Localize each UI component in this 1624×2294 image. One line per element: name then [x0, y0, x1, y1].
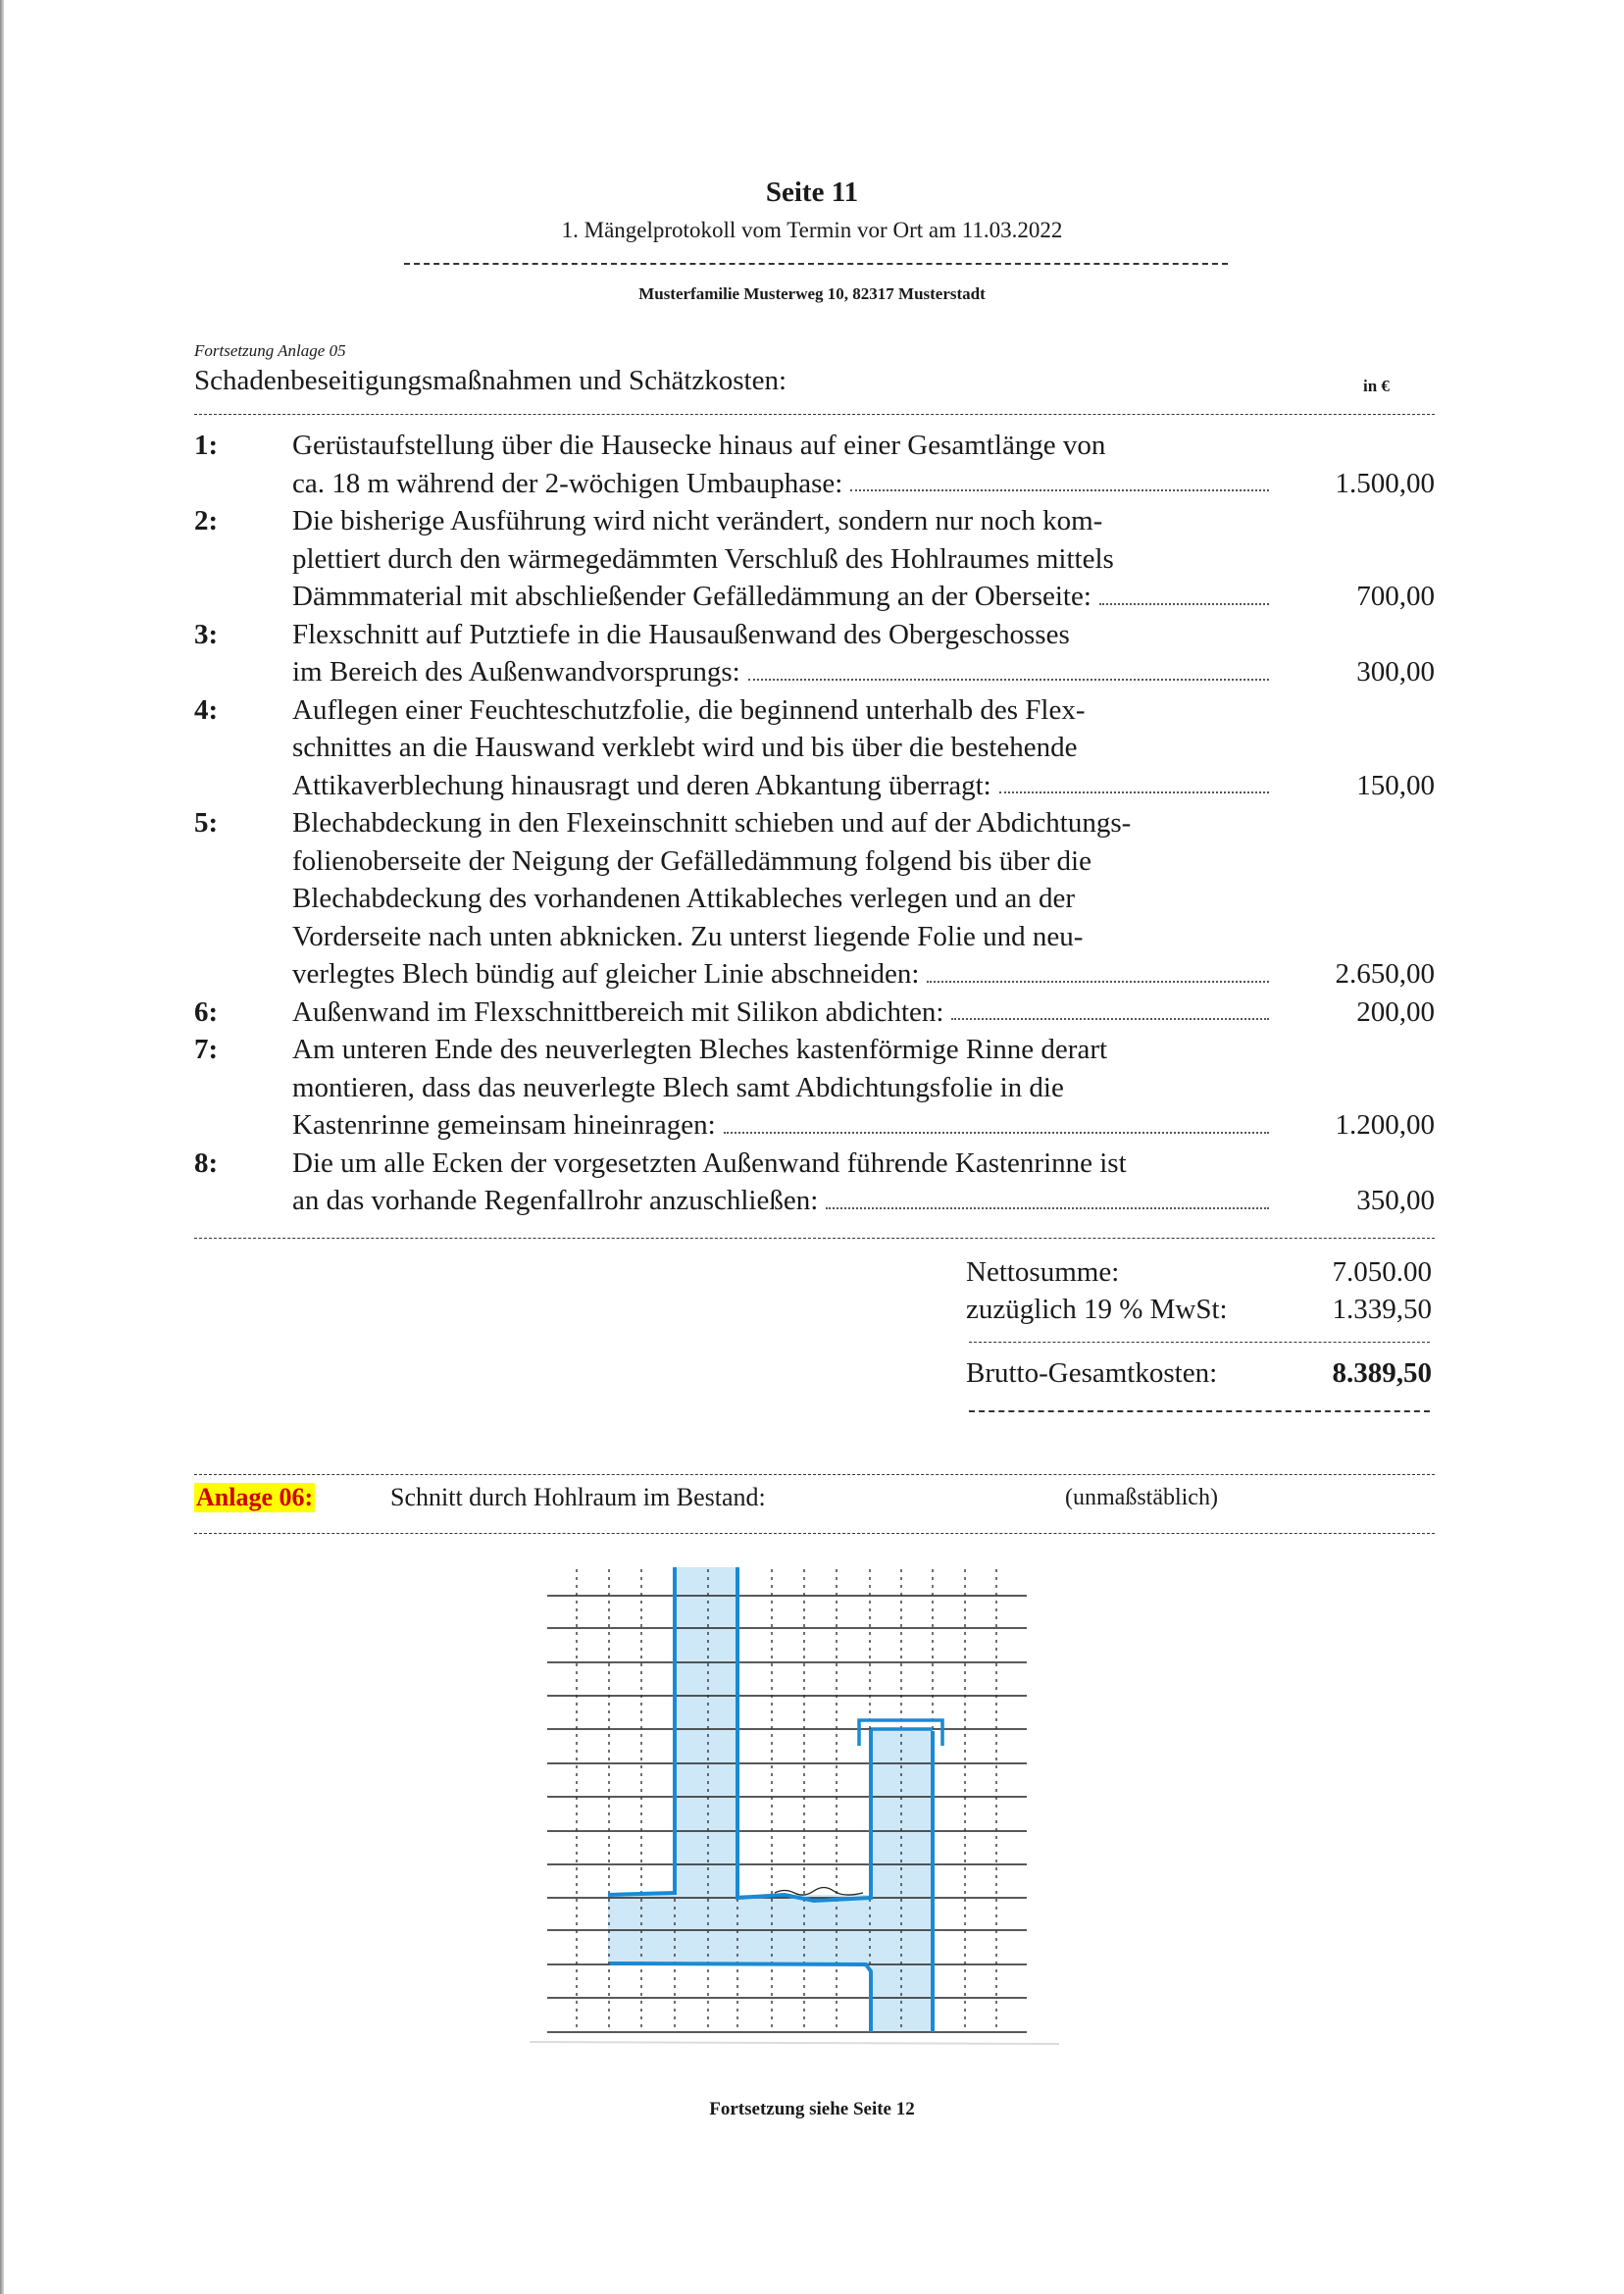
- item-amount-value: 700,00: [1356, 581, 1435, 612]
- item-amount-value: 350,00: [1356, 1185, 1435, 1216]
- item-amount-value: 1.200,00: [1335, 1109, 1435, 1141]
- item-line-text: Auflegen einer Feuchteschutzfolie, die beginnend unterhalb des Flex-: [292, 693, 1086, 726]
- item-line-text: Gerüstaufstellung über die Hausecke hinaus auf einer Gesamtlänge von: [292, 430, 1106, 461]
- item-number: 5:: [194, 807, 219, 839]
- item-line-text: schnittes an die Hauswand verklebt wird und bis über die bestehende: [292, 732, 1078, 763]
- item-number: 8:: [194, 1147, 219, 1179]
- item-line-text: Blechabdeckung des vorhandenen Attikableches verlegen und an der: [292, 883, 1076, 914]
- item-number: 4:: [194, 693, 219, 726]
- item-line-text: ca. 18 m während der 2-wöchigen Umbauphase:: [292, 467, 843, 499]
- item-amount-value: 200,00: [1356, 995, 1435, 1028]
- item-amount-value: 150,00: [1356, 769, 1435, 801]
- item-line-text: Kastenrinne gemeinsam hineinragen:: [292, 1109, 716, 1141]
- item-line-text: im Bereich des Außenwandvorsprungs:: [292, 656, 740, 688]
- item-number: 2:: [194, 505, 219, 536]
- net-sum-value: 7.050.00: [1332, 1256, 1432, 1288]
- item-line-text: folienoberseite der Neigung der Gefälledämmung folgend bis über die: [292, 844, 1091, 877]
- continuation-footer: Fortsetzung siehe Seite 12: [709, 2099, 915, 2119]
- scale-note: (unmaßstäblich): [1065, 1485, 1218, 1510]
- item-line-text: verlegtes Blech bündig auf gleicher Linie abschneiden:: [292, 958, 920, 990]
- vat-value: 1.339,50: [1332, 1294, 1432, 1325]
- item-line-text: Außenwand im Flexschnittbereich mit Silikon abdichten:: [292, 995, 944, 1028]
- item-number: 7:: [194, 1034, 219, 1065]
- item-line-text: Dämmmaterial mit abschließender Gefälledämmung an der Oberseite:: [292, 581, 1091, 612]
- item-line-text: Blechabdeckung in den Flexeinschnitt schieben und auf der Abdichtungs-: [292, 807, 1132, 839]
- item-line-text: Am unteren Ende des neuverlegten Bleches kastenförmige Rinne derart: [292, 1034, 1108, 1065]
- client-address: Musterfamilie Musterweg 10, 82317 Musterstadt: [638, 284, 986, 303]
- continuation-label: Fortsetzung Anlage 05: [194, 341, 346, 360]
- sketch-bottom-edge: [530, 2042, 1059, 2044]
- anlage-tag: Anlage 06:: [196, 1483, 314, 1511]
- item-number: 1:: [194, 430, 219, 461]
- item-line-text: montieren, dass das neuverlegte Blech samt Abdichtungsfolie in die: [292, 1071, 1064, 1103]
- item-line-text: Vorderseite nach unten abknicken. Zu unterst liegende Folie und neu-: [292, 920, 1084, 952]
- net-sum-label: Nettosumme:: [966, 1256, 1120, 1288]
- item-line-text: Die um alle Ecken der vorgesetzten Außenwand führende Kastenrinne ist: [292, 1147, 1127, 1179]
- item-amount-value: 300,00: [1356, 656, 1435, 688]
- item-number: 3:: [194, 618, 219, 650]
- gross-label: Brutto-Gesamtkosten:: [966, 1357, 1218, 1389]
- section-title: Schadenbeseitigungsmaßnahmen und Schätzkosten:: [194, 365, 787, 396]
- vat-label: zuzüglich 19 % MwSt:: [966, 1294, 1228, 1325]
- currency-unit-label: in €: [1363, 377, 1390, 395]
- anlage-title: Schnitt durch Hohlraum im Bestand:: [390, 1483, 766, 1511]
- gross-value: 8.389,50: [1332, 1357, 1432, 1389]
- item-amount-value: 2.650,00: [1335, 958, 1435, 990]
- item-line-text: Flexschnitt auf Putztiefe in die Hausaußenwand des Obergeschosses: [292, 618, 1070, 650]
- item-line-text: Attikaverblechung hinausragt und deren Abkantung überragt:: [292, 769, 991, 801]
- item-line-text: an das vorhande Regenfallrohr anzuschließen:: [292, 1185, 819, 1216]
- item-amount-value: 1.500,00: [1335, 467, 1435, 499]
- item-line-text: Die bisherige Ausführung wird nicht verändert, sondern nur noch kom-: [292, 505, 1103, 536]
- protocol-subtitle: 1. Mängelprotokoll vom Termin vor Ort am 11.03.2022: [561, 218, 1063, 242]
- item-number: 6:: [194, 995, 219, 1028]
- item-line-text: plettiert durch den wärmegedämmten Verschluß des Hohlraumes mittels: [292, 542, 1114, 575]
- page-title: Seite 11: [765, 177, 859, 208]
